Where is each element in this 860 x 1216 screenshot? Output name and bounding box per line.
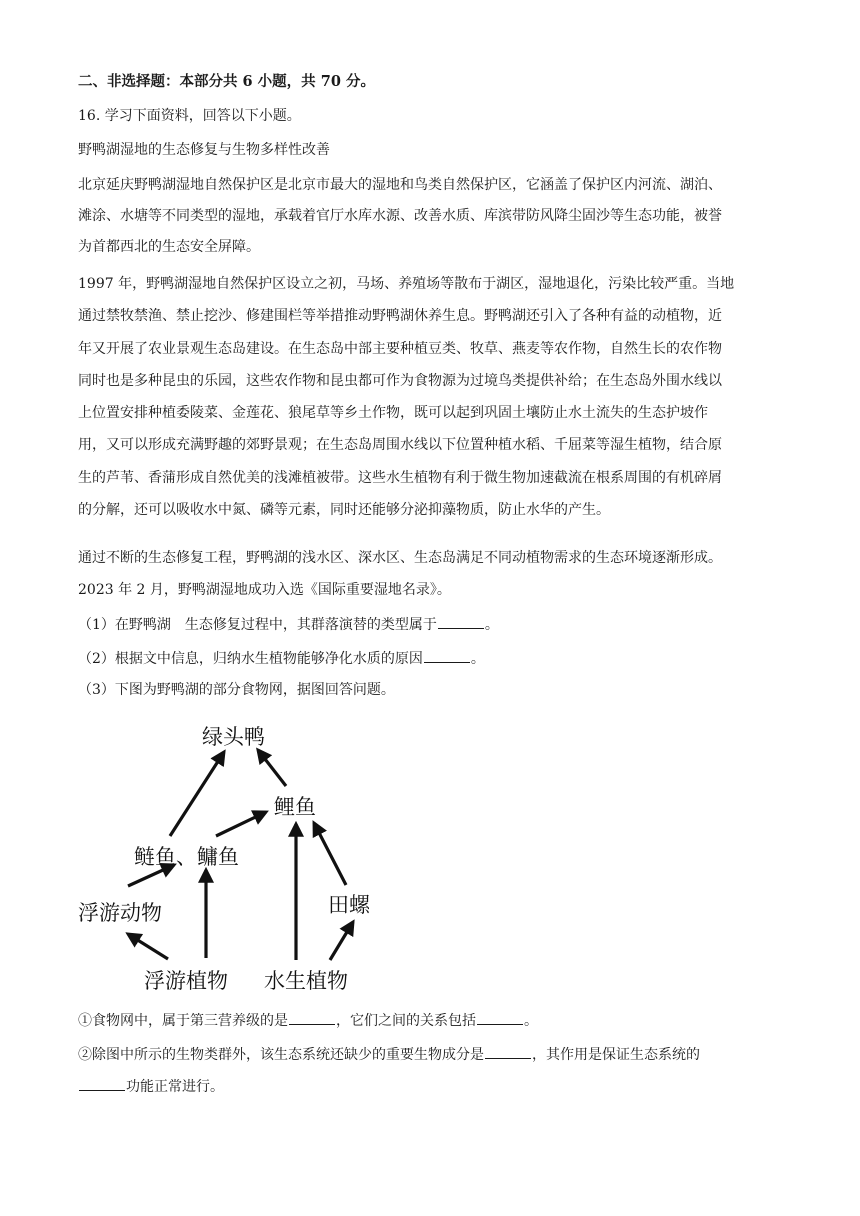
paragraph-1-line: 为首都西北的生态安全屏障。 [78, 239, 260, 255]
arrow-snail-to-carp [314, 823, 346, 885]
question-1-end: 。 [484, 617, 499, 633]
question-3: （3）下图为野鸭湖的部分食物网，据图回答问题。 [78, 682, 395, 698]
question-2-end: 。 [470, 651, 485, 667]
sub-question-1 [78, 1010, 538, 1031]
paragraph-1 [78, 170, 722, 263]
node-snail: 田螺 [328, 893, 370, 917]
paragraph-2-line: 用，又可以形成充满野趣的郊野景观；在生态岛周围水线以下位置种植水稻、千屈菜等湿生植物，结合原 [78, 437, 722, 454]
article-title: 野鸭湖湿地的生态修复与生物多样性改善 [78, 142, 330, 158]
answer-blank[interactable] [438, 614, 484, 629]
question-2-text: （2）根据文中信息，归纳水生植物能够净化水质的原因 [78, 651, 423, 667]
question-1-text: （1）在野鸭湖 生态修复过程中，其群落演替的类型属于 [78, 617, 437, 633]
arrow-silver-bighead-to-carp [216, 812, 266, 836]
node-phytoplankton: 浮游植物 [144, 969, 228, 993]
paragraph-2-line: 的分解，还可以吸收水中氮、磷等元素，同时还能够分泌抑藻物质，防止水华的产生。 [78, 502, 610, 519]
question-2 [78, 648, 485, 669]
paragraph-2-line: 上位置安排种植委陵菜、金莲花、狼尾草等乡土作物，既可以起到巩固土壤防止水土流失的生态护坡作 [78, 405, 708, 422]
arrow-silver-bighead-to-mallard [170, 752, 224, 836]
sub-question-2-end: 功能正常进行。 [126, 1079, 224, 1095]
sub-question-1-end: 。 [524, 1013, 538, 1029]
node-aquatic-plants: 水生植物 [264, 969, 348, 993]
paragraph-2-line: 同时也是多种昆虫的乐园，这些农作物和昆虫都可作为食物源为过境鸟类提供补给；在生态岛外围水线以 [78, 372, 722, 389]
sub-question-2-text: ②除图中所示的生物类群外，该生态系统还缺少的重要生物成分是 [78, 1047, 484, 1063]
node-zooplankton: 浮游动物 [78, 901, 162, 925]
section-title: 二、非选择题：本部分共 6 小题，共 70 分。 [78, 73, 375, 90]
question-intro: 16. 学习下面资料，回答以下小题。 [78, 108, 301, 124]
answer-blank[interactable] [424, 648, 470, 663]
answer-blank[interactable] [477, 1010, 523, 1025]
arrow-phytoplankton-to-zooplankton [128, 934, 168, 959]
sub-question-1-text: ，它们之间的关系包括 [336, 1013, 476, 1029]
paragraph-2-line: 生的芦苇、香蒲形成自然优美的浅滩植被带。这些水生植物有利于微生物加速截流在根系周围的有机碎屑 [78, 469, 722, 486]
paragraph-1-line: 北京延庆野鸭湖湿地自然保护区是北京市最大的湿地和鸟类自然保护区，它涵盖了保护区内河流、湖泊、 [78, 177, 722, 193]
food-web-diagram [78, 712, 398, 1002]
sub-question-2 [78, 1044, 700, 1065]
answer-blank[interactable] [289, 1010, 335, 1025]
question-1 [78, 614, 499, 635]
paragraph-2 [78, 268, 734, 526]
paragraph-2-line: 通过禁牧禁渔、禁止挖沙、修建围栏等举措推动野鸭湖休养生息。野鸭湖还引入了各种有益的动植物，近 [78, 308, 722, 325]
answer-blank[interactable] [79, 1076, 125, 1091]
arrow-aquatic-plants-to-snail [330, 922, 353, 960]
paragraph-1-line: 滩涂、水塘等不同类型的湿地，承载着官厅水库水源、改善水质、库滨带防风降尘固沙等生态功能，被誉 [78, 208, 722, 224]
sub-question-1-text: ①食物网中，属于第三营养级的是 [78, 1013, 288, 1029]
answer-blank[interactable] [485, 1044, 531, 1059]
node-carp: 鲤鱼 [274, 795, 316, 819]
arrow-carp-to-mallard [258, 750, 286, 786]
sub-question-2-text: ，其作用是保证生态系统的 [532, 1047, 700, 1063]
paragraph-4: 2023 年 2 月，野鸭湖湿地成功入选《国际重要湿地名录》。 [78, 582, 451, 598]
paragraph-3: 通过不断的生态修复工程，野鸭湖的浅水区、深水区、生态岛满足不同动植物需求的生态环境逐渐形成。 [78, 550, 722, 566]
node-mallard: 绿头鸭 [202, 725, 265, 749]
node-silver-bighead-carp: 鲢鱼、鳙鱼 [134, 845, 239, 869]
paragraph-2-line: 1997 年，野鸭湖湿地自然保护区设立之初，马场、养殖场等散布于湖区，湿地退化，污染比较严重。当地 [78, 276, 735, 292]
sub-question-2-continued [78, 1076, 224, 1097]
paragraph-2-line: 年又开展了农业景观生态岛建设。在生态岛中部主要种植豆类、牧草、燕麦等农作物，自然生长的农作物 [78, 340, 722, 357]
